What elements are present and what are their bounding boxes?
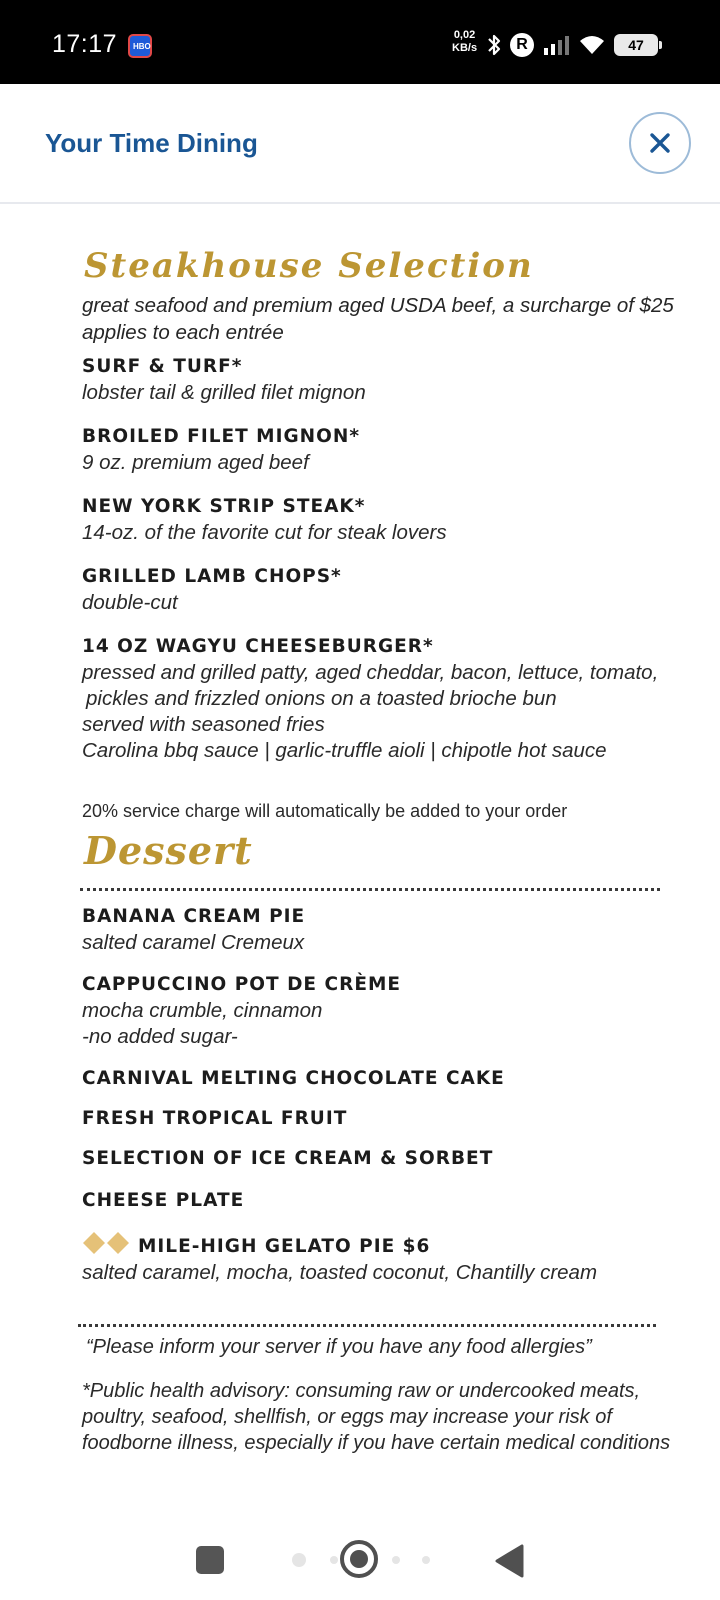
menu-item [82, 1146, 702, 1172]
close-icon [649, 132, 671, 154]
notification-icon-label: HBO [133, 42, 151, 51]
menu-item [82, 1066, 702, 1092]
menu-item-name: SELECTION OF ICE CREAM & SORBET [82, 1148, 494, 1169]
menu-item [82, 1188, 702, 1214]
allergy-note: “Please inform your server if you have any food allergies” [86, 1336, 592, 1358]
menu-item-name-featured [82, 1232, 702, 1260]
menu-item-name: FRESH TROPICAL FRUIT [82, 1108, 348, 1129]
system-nav-bar [0, 1500, 720, 1600]
wifi-icon [578, 34, 606, 56]
menu-item [82, 424, 702, 476]
service-charge-note: 20% service charge will automatically be added to your order [82, 801, 568, 821]
app-notification-icon [128, 34, 152, 58]
network-speed [452, 29, 477, 55]
back-button[interactable] [494, 1544, 524, 1578]
network-speed-value: 0,02 [453, 29, 476, 41]
menu-item-description: 9 oz. premium aged beef [82, 451, 309, 474]
status-icons [486, 30, 658, 60]
menu-item-description: salted caramel Cremeux [82, 931, 305, 954]
menu-item-name: CHEESE PLATE [82, 1190, 245, 1211]
dessert-section-title: Dessert [84, 828, 253, 873]
cell-signal-icon [542, 34, 570, 56]
menu-item-name: GRILLED LAMB CHOPS* [82, 566, 342, 587]
status-time: 17:17 [52, 30, 118, 58]
menu-item-description: salted caramel, mocha, toasted coconut, Chantilly cream [82, 1261, 598, 1284]
battery-icon: 47 [614, 34, 658, 56]
menu-item-description: lobster tail & grilled filet mignon [82, 381, 366, 404]
menu-item-name: CARNIVAL MELTING CHOCOLATE CAKE [82, 1068, 505, 1089]
menu-item-description: pickles and frizzled onions on a toasted brioche bun [86, 687, 557, 710]
menu-item [82, 1106, 702, 1132]
diamond-icon [82, 1232, 130, 1254]
menu-content[interactable] [0, 206, 720, 1500]
menu-item-description: Carolina bbq sauce | garlic-truffle aioli | chipotle hot sauce [82, 739, 607, 762]
menu-item-description: 14-oz. of the favorite cut for steak lovers [82, 521, 447, 544]
menu-item [82, 494, 702, 546]
menu-item [82, 354, 702, 406]
menu-item-name: MILE-HIGH GELATO PIE $6 [138, 1236, 431, 1257]
menu-item-name: 14 OZ WAGYU CHEESEBURGER* [82, 636, 434, 657]
health-advisory: *Public health advisory: consuming raw or undercooked meats, poultry, seafood, shellfish, or eggs may increase your risk of foodborne illness, especially if you have certain medical conditions [82, 1380, 671, 1454]
network-speed-unit: KB/s [452, 42, 478, 54]
menu-item-name: BROILED FILET MIGNON* [82, 426, 361, 447]
status-bar [0, 0, 720, 84]
menu-item-description: -no added sugar- [82, 1025, 238, 1048]
menu-item [82, 972, 702, 1050]
menu-item-name: CAPPUCCINO POT DE CRÈME [82, 974, 402, 995]
divider [78, 1324, 656, 1327]
menu-item-name: BANANA CREAM PIE [82, 906, 306, 927]
menu-item [82, 1232, 702, 1286]
divider [80, 888, 660, 891]
menu-item [82, 564, 702, 616]
bluetooth-icon [486, 33, 502, 57]
nav-indicator-dot [422, 1556, 430, 1564]
steakhouse-intro: great seafood and premium aged USDA beef, a surcharge of $25 applies to each entrée [82, 294, 674, 344]
nav-indicator-dot [392, 1556, 400, 1564]
r-badge-icon: R [510, 33, 534, 57]
menu-item-description: double-cut [82, 591, 178, 614]
home-button[interactable] [340, 1540, 378, 1578]
menu-item-description: pressed and grilled patty, aged cheddar, bacon, lettuce, tomato, [82, 661, 659, 684]
nav-indicator-dot [292, 1553, 306, 1567]
menu-item-description: mocha crumble, cinnamon [82, 999, 323, 1022]
menu-item-name: NEW YORK STRIP STEAK* [82, 496, 366, 517]
steakhouse-section-title: Steakhouse Selection [84, 246, 534, 286]
app-header [0, 84, 720, 204]
menu-item-description: served with seasoned fries [82, 713, 325, 736]
menu-item [82, 634, 702, 764]
close-button[interactable] [629, 112, 691, 174]
menu-item-name: SURF & TURF* [82, 356, 243, 377]
nav-indicator-dot [330, 1556, 338, 1564]
page-title: Your Time Dining [45, 128, 258, 158]
menu-item [82, 904, 702, 956]
recent-apps-button[interactable] [196, 1546, 224, 1574]
